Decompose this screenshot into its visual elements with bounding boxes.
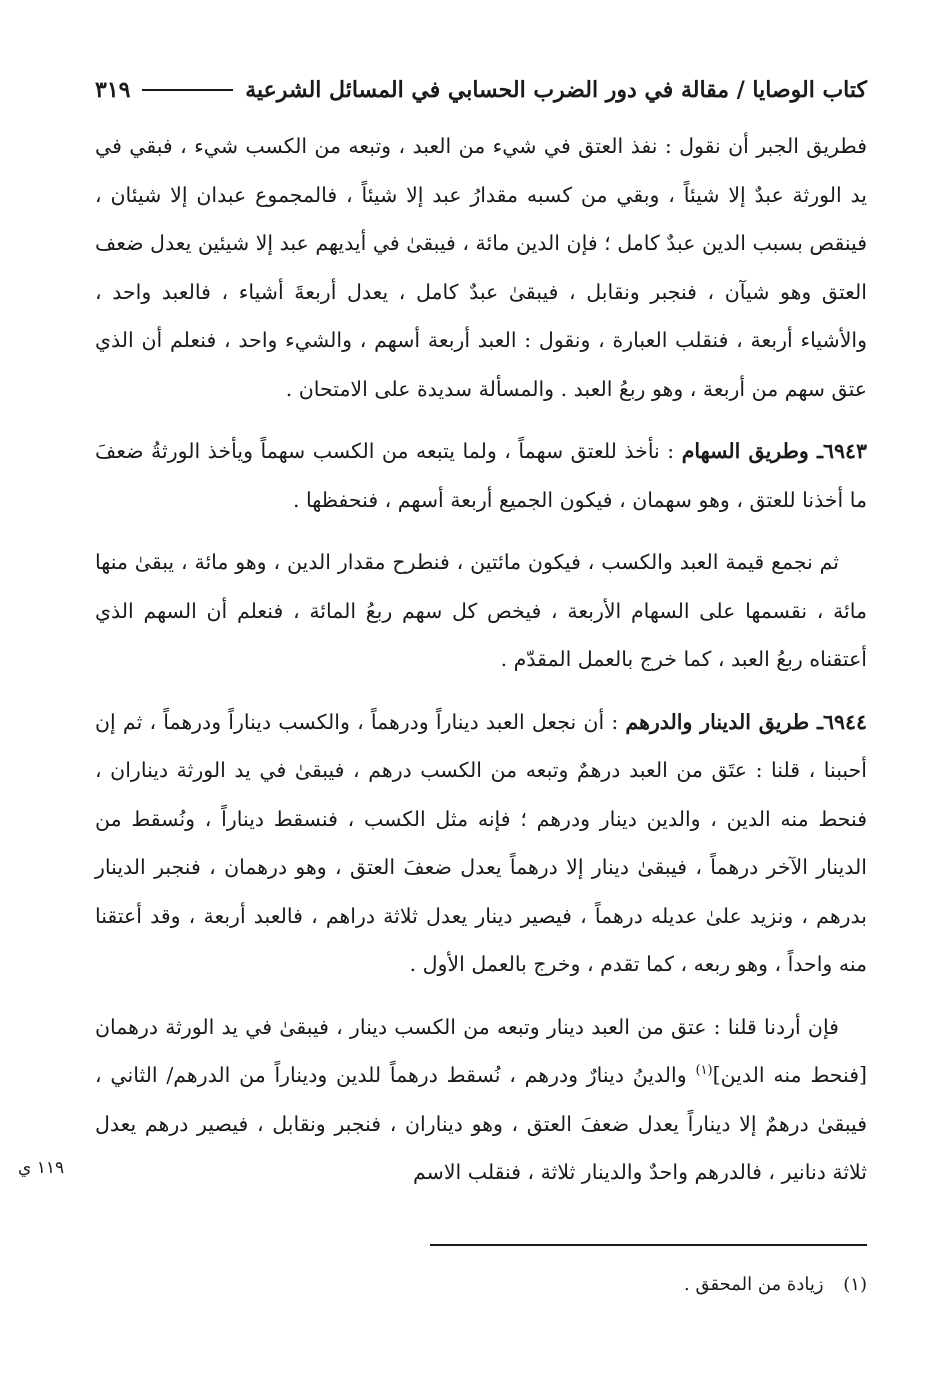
footnote-marker: (١) xyxy=(695,1063,713,1079)
footnote-rule xyxy=(430,1244,867,1246)
section-label-6943: ٦٩٤٣ـ وطريق السهام xyxy=(681,439,867,463)
paragraph-1 xyxy=(95,122,867,413)
paragraph-5 xyxy=(95,1003,867,1197)
paragraph-1-text: فطريق الجبر أن نقول : نفذ العتق في شيء من العبد ، وتبعه من الكسب شيء ، فبقي في يد الورثة عبدٌ إلا شيئاً ، وبقي من كسبه مقدارُ عبد إلا شيئاً ، فالمجموع عبدان إلا شيئان ، فينقص بسبب الدين عبدٌ كامل ؛ فإن الدين مائة ، فيبقىٰ في أيديهم عبد إلا شيئين يعدل ضعف العتق وهو شيآن ، فنجبر ونقابل ، فيبقىٰ عبدٌ كامل ، يعدل أربعةَ أشياء ، فالعبد واحد ، والأشياء أربعة ، فنقلب العبارة ، ونقول : العبد أربعة أسهم ، والشيء واحد ، فنعلم أن الذي عتق سهم من أربعة ، وهو ربعُ العبد . والمسألة سديدة على الامتحان . xyxy=(95,134,867,401)
header-title: كتاب الوصايا / مقالة في دور الضرب الحسابي في المسائل الشرعية xyxy=(245,77,867,103)
section-label-6944: ٦٩٤٤ـ طريق الدينار والدرهم xyxy=(625,709,867,734)
page-number: ٣١٩ xyxy=(95,77,131,103)
margin-manuscript-ref: ١١٩ ي xyxy=(18,1158,65,1178)
header-rule xyxy=(142,89,233,91)
paragraph-6943-text: : نأخذ للعتق سهماً ، ولما يتبعه من الكسب سهماً ويأخذ الورثةُ ضعفَ ما أخذنا للعتق ، وهو سهمان ، فيكون الجميع أربعة أسهم ، فنحفظها . xyxy=(95,439,867,512)
paragraph-6944-text: : أن نجعل العبد ديناراً ودرهماً ، والكسب ديناراً ودرهماً ، ثم إن أحببنا ، قلنا : عتَق من العبد درهمٌ وتبعه من الكسب درهم ، فيبقىٰ في يد الورثة ديناران ، فنحط منه الدين ، والدين دينار ودرهم ؛ فإنه مثل الكسب ، فنسقط ديناراً ، ونُسقط من الدينار الآخر درهماً ، فيبقىٰ دينار إلا درهماً يعدل ضعفَ العتق ، وهو درهمان ، فنجبر الدينار بدرهم ، ونزيد علىٰ عديله درهماً ، فيصير دينار يعدل ثلاثة دراهم ، فالعبد أربعة ، وقد أعتقنا منه واحداً ، وهو ربعه ، كما تقدم ، وخرج بالعمل الأول . xyxy=(95,709,867,976)
running-header xyxy=(95,70,867,110)
footnote-number: (١) xyxy=(843,1274,867,1295)
paragraph-3 xyxy=(95,538,867,684)
paragraph-5-text: فإن أردنا قلنا : عتق من العبد دينار وتبعه من الكسب دينار ، فيبقىٰ في يد الورثة درهمان [فنحط منه الدين] xyxy=(95,1014,867,1087)
paragraph-5-text-continued: والدينُ دينارٌ ودرهم ، نُسقط درهماً للدين وديناراً من الدرهم/ الثاني ، فيبقىٰ درهمٌ إلا ديناراً يعدل ضعفَ العتق ، وهو ديناران ، فنجبر ونقابل ، فيصير درهم يعدل ثلاثة دنانير ، فالدرهم واحدٌ والدينار ثلاثة ، فنقلب الاسم xyxy=(95,1063,867,1184)
main-text xyxy=(95,122,867,1197)
paragraph-6944 xyxy=(95,698,867,989)
footnote xyxy=(95,1270,867,1300)
paragraph-6943 xyxy=(95,427,867,524)
paragraph-3-text: ثم نجمع قيمة العبد والكسب ، فيكون مائتين ، فنطرح مقدار الدين ، وهو مائة ، يبقىٰ منها مائة ، نقسمها على السهام الأربعة ، فيخص كل سهم ربعُ المائة ، فنعلم أن السهم الذي أعتقناه ربعُ العبد ، كما خرج بالعمل المقدّم . xyxy=(95,550,867,671)
footnote-text: زيادة من المحقق . xyxy=(684,1274,824,1295)
